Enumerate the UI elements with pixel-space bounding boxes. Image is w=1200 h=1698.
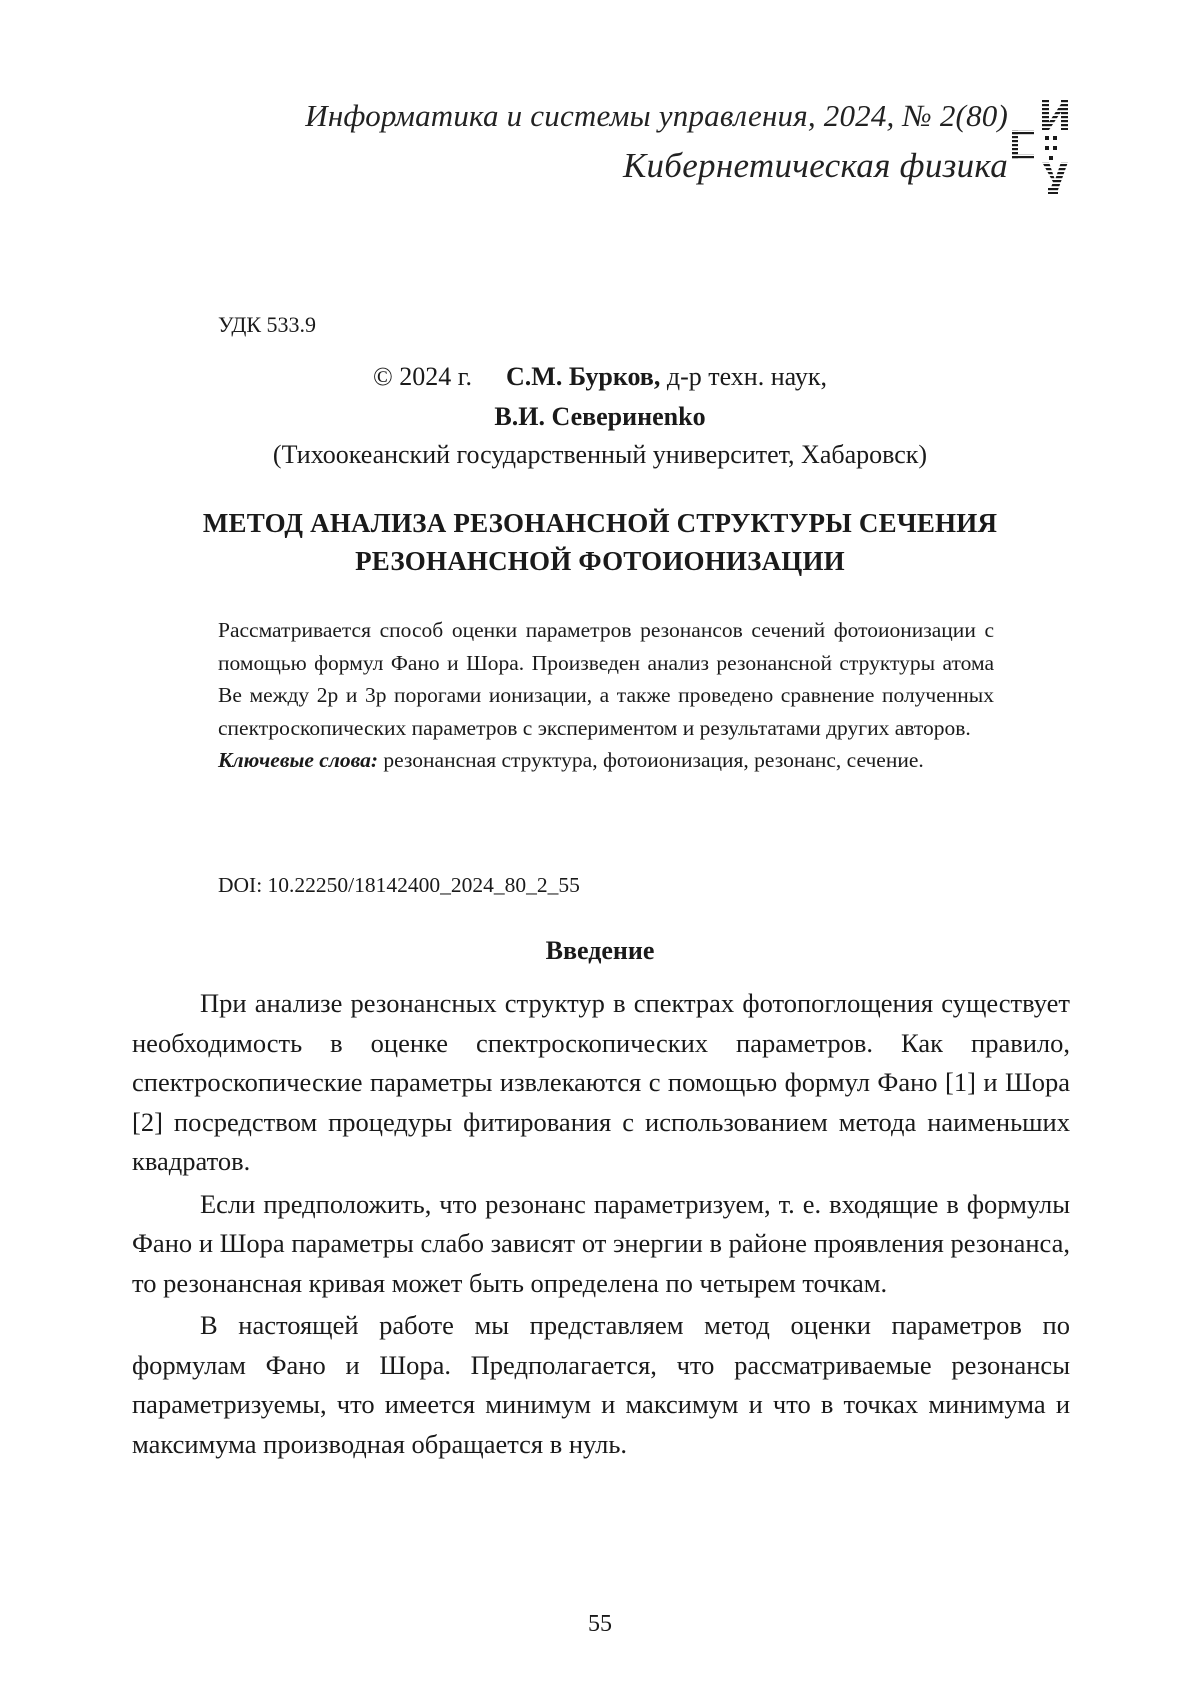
author-2-name: В.И. Северинenko [494, 402, 706, 431]
abstract [218, 614, 994, 777]
author-line-2 [0, 402, 1200, 432]
body-paragraph: При анализе резонансных структур в спектрах фотопоглощения существует необходимость в оценке спектроскопических параметров. Как правило, спектроскопические параметры извлекаются с помощью формул Фано [1] и Шора [2] посредством процедуры фитирования с использованием метода наименьших квадратов. [132, 988, 1070, 1176]
affiliation: (Тихоокеанский государственный университет, Хабаровск) [272, 440, 928, 469]
body-paragraph: Если предположить, что резонанс параметризуем, т. е. входящие в формулы Фано и Шора параметры слабо зависят от энергии в районе проявления резонанса, то резонансная кривая может быть определена по четырем точкам. [132, 1188, 1070, 1298]
udk-code: УДК 533.9 [218, 312, 317, 337]
body-paragraph: В настоящей работе мы представляем метод оценки параметров по формулам Фано и Шора. Предполагается, что рассматриваемые резонансы параметризуемы, что имеется минимум и максимум и что в точках минимума и максимума производная обращается в нуль. [132, 1310, 1070, 1459]
paper-title-line-2: РЕЗОНАНСНОЙ ФОТОИОНИЗАЦИИ [355, 546, 845, 576]
author-1-degree: д-р техн. наук, [660, 362, 827, 391]
keywords-list: резонансная структура, фотоионизация, резонанс, сечение. [378, 748, 924, 772]
paper-title-line-1: МЕТОД АНАЛИЗА РЕЗОНАНСНОЙ СТРУКТУРЫ СЕЧЕНИЯ [202, 508, 998, 538]
doi: DOI: 10.22250/18142400_2024_80_2_55 [218, 873, 580, 897]
journal-logo [1012, 100, 1068, 196]
journal-section: Кибернетическая физика [622, 146, 1008, 185]
paper-title [0, 504, 1200, 580]
author-line-1 [0, 362, 1200, 392]
abstract-text: Рассматривается способ оценки параметров резонансов сечений фотоионизации с помощью формул Фано и Шора. Произведен анализ резонансной структуры атома Be между 2p и 3p порогами ионизации, а также проведено сравнение полученных спектроскопических параметров с экспериментом и результатами других авторов. [218, 618, 994, 740]
keywords [218, 744, 994, 777]
body-text [132, 984, 1070, 1467]
journal-header: Информатика и системы управления, 2024, № 2(80) [305, 98, 1008, 133]
section-heading: Введение [545, 936, 655, 965]
author-1-name: С.М. Бурков, [506, 362, 661, 391]
keywords-label: Ключевые слова: [218, 748, 378, 772]
copyright-year: © 2024 г. [373, 362, 472, 391]
page-number: 55 [588, 1611, 612, 1637]
